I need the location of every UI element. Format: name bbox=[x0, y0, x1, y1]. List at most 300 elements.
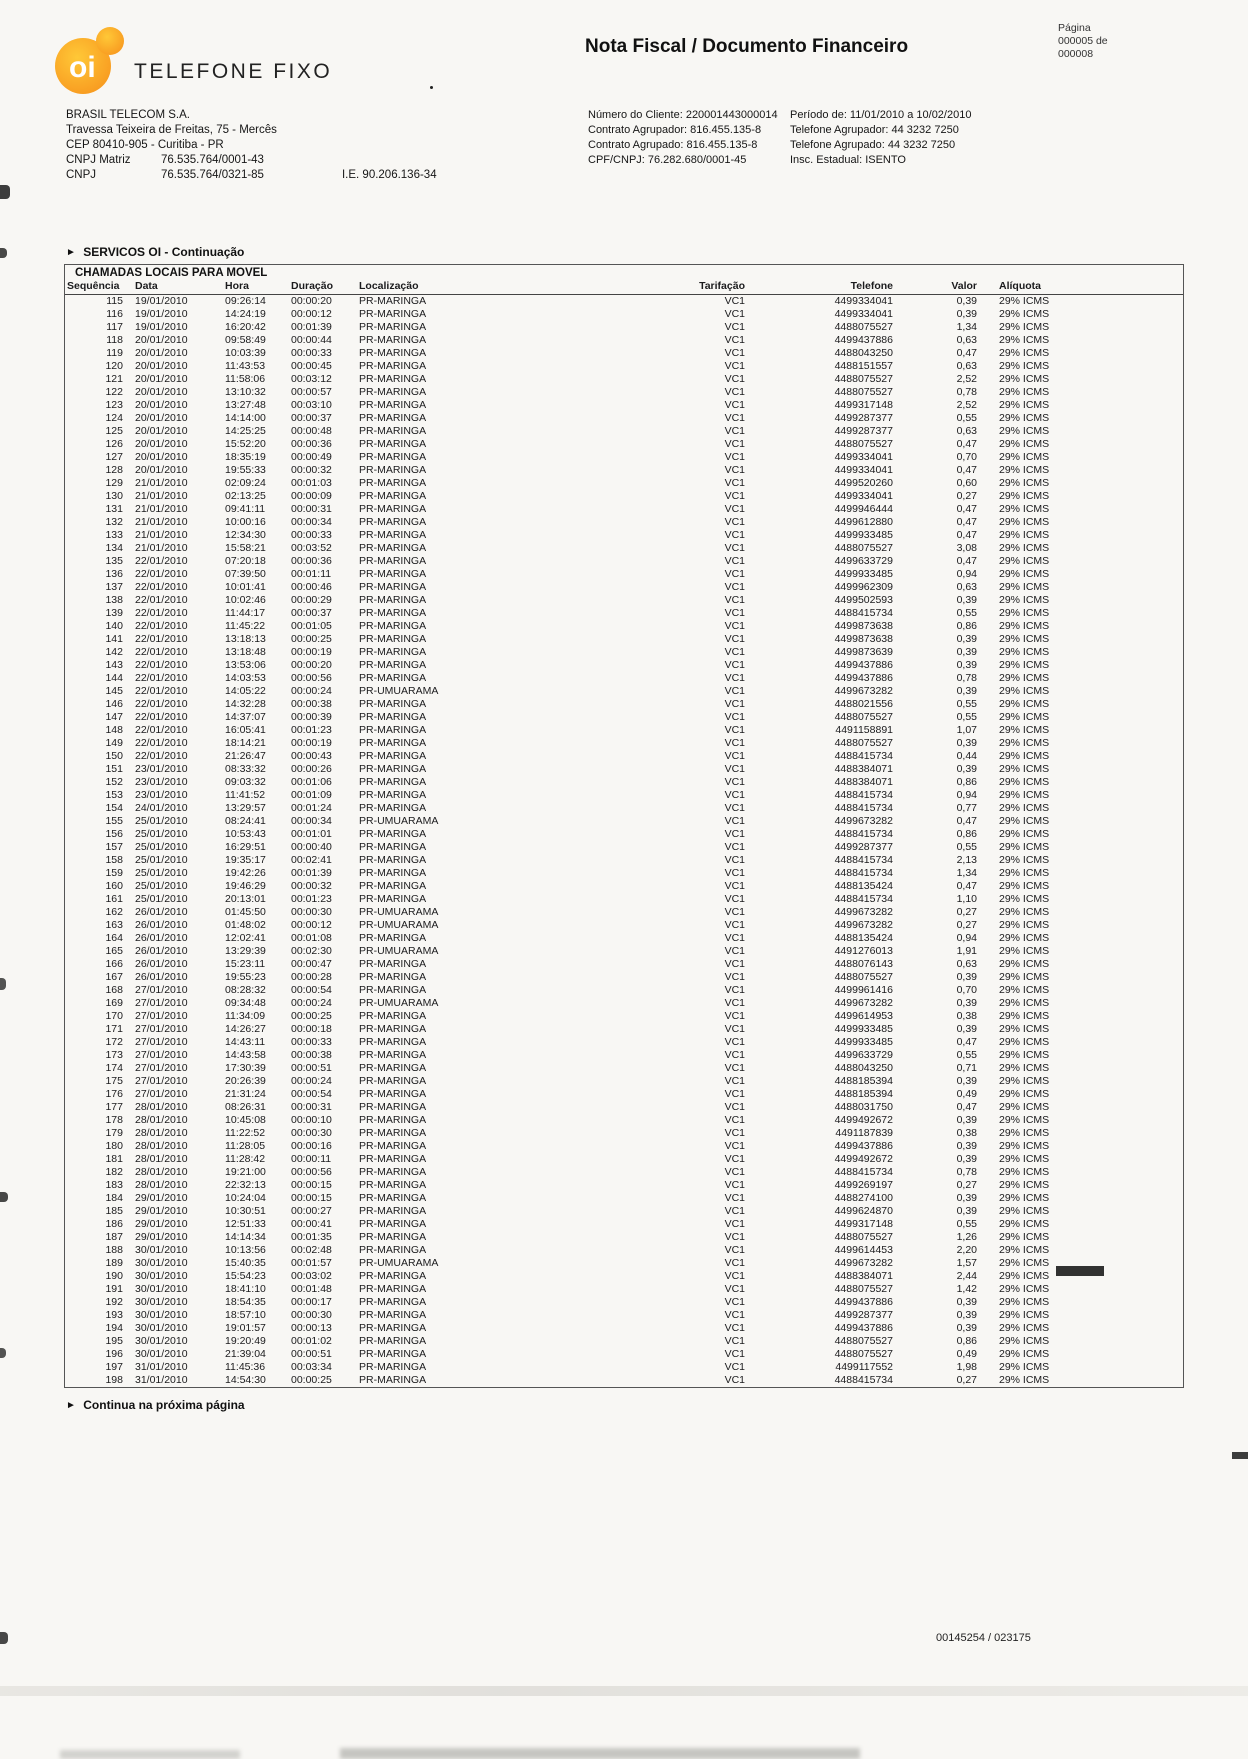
cell-3: 00:00:33 bbox=[291, 347, 332, 359]
cell-0: 123 bbox=[105, 399, 123, 411]
cell-0: 196 bbox=[105, 1348, 123, 1360]
cell-3: 00:02:48 bbox=[291, 1244, 332, 1256]
cell-1: 21/01/2010 bbox=[135, 516, 188, 528]
scan-artifact bbox=[0, 248, 7, 258]
cell-2: 21:26:47 bbox=[225, 750, 266, 762]
cell-2: 14:03:53 bbox=[225, 672, 266, 684]
cell-7: 0,47 bbox=[956, 464, 977, 476]
page-total: 000008 bbox=[1058, 48, 1094, 60]
cell-6: 4499492672 bbox=[834, 1153, 893, 1165]
cell-5: VC1 bbox=[724, 1101, 745, 1113]
cell-2: 14:24:19 bbox=[225, 308, 266, 320]
cell-4: PR-MARINGA bbox=[359, 1140, 427, 1152]
cell-1: 22/01/2010 bbox=[135, 698, 188, 710]
cnpj-label: CNPJ bbox=[66, 169, 97, 181]
cell-2: 14:05:22 bbox=[225, 685, 266, 697]
cell-1: 20/01/2010 bbox=[135, 334, 188, 346]
cell-5: VC1 bbox=[724, 633, 745, 645]
cell-3: 00:00:31 bbox=[291, 1101, 332, 1113]
cell-6: 4499287377 bbox=[834, 412, 893, 424]
cell-2: 10:53:43 bbox=[225, 828, 266, 840]
table-row bbox=[65, 1244, 1183, 1257]
cell-0: 155 bbox=[105, 815, 123, 827]
cell-8: 29% ICMS bbox=[999, 971, 1050, 983]
cell-0: 161 bbox=[105, 893, 123, 905]
page-number: 000005 de bbox=[1058, 35, 1108, 47]
cell-3: 00:00:25 bbox=[291, 633, 332, 645]
cell-7: 0,47 bbox=[956, 529, 977, 541]
table-title: CHAMADAS LOCAIS PARA MOVEL bbox=[75, 267, 268, 279]
cell-2: 13:53:06 bbox=[225, 659, 266, 671]
cell-3: 00:00:16 bbox=[291, 1140, 332, 1152]
cell-3: 00:00:25 bbox=[291, 1374, 332, 1386]
cell-7: 0,94 bbox=[956, 789, 977, 801]
calls-table-grid bbox=[65, 280, 1183, 1387]
cell-5: VC1 bbox=[724, 464, 745, 476]
cell-2: 02:13:25 bbox=[225, 490, 266, 502]
cell-7: 0,38 bbox=[956, 1127, 977, 1139]
table-row bbox=[65, 1257, 1183, 1270]
cell-3: 00:00:24 bbox=[291, 685, 332, 697]
cell-4: PR-MARINGA bbox=[359, 1283, 427, 1295]
cell-0: 122 bbox=[105, 386, 123, 398]
cell-1: 20/01/2010 bbox=[135, 425, 188, 437]
cell-3: 00:01:35 bbox=[291, 1231, 332, 1243]
cell-7: 0,55 bbox=[956, 1049, 977, 1061]
cell-3: 00:00:29 bbox=[291, 594, 332, 606]
cell-3: 00:00:31 bbox=[291, 503, 332, 515]
cell-2: 07:39:50 bbox=[225, 568, 266, 580]
cell-5: VC1 bbox=[724, 932, 745, 944]
cell-6: 4499287377 bbox=[834, 1309, 893, 1321]
cell-6: 4488075527 bbox=[834, 321, 893, 333]
cell-0: 190 bbox=[105, 1270, 123, 1282]
cell-0: 194 bbox=[105, 1322, 123, 1334]
cell-6: 4499673282 bbox=[834, 906, 893, 918]
cell-4: PR-MARINGA bbox=[359, 1062, 427, 1074]
cell-0: 176 bbox=[105, 1088, 123, 1100]
cell-2: 09:26:14 bbox=[225, 295, 266, 307]
table-row bbox=[65, 750, 1183, 763]
cell-1: 30/01/2010 bbox=[135, 1296, 188, 1308]
page-indicator bbox=[1058, 22, 1108, 61]
cell-3: 00:00:30 bbox=[291, 1127, 332, 1139]
cell-4: PR-MARINGA bbox=[359, 958, 427, 970]
cell-4: PR-MARINGA bbox=[359, 542, 427, 554]
cell-8: 29% ICMS bbox=[999, 516, 1050, 528]
cell-1: 22/01/2010 bbox=[135, 737, 188, 749]
cell-5: VC1 bbox=[724, 503, 745, 515]
cell-2: 19:46:29 bbox=[225, 880, 266, 892]
cell-2: 14:54:30 bbox=[225, 1374, 266, 1386]
cell-5: VC1 bbox=[724, 815, 745, 827]
cell-2: 13:29:57 bbox=[225, 802, 266, 814]
col-aliquota: Alíquota bbox=[981, 280, 1183, 295]
cnpj-matriz-value: 76.535.764/0001-43 bbox=[161, 154, 264, 166]
cell-8: 29% ICMS bbox=[999, 477, 1050, 489]
cell-6: 4488415734 bbox=[834, 828, 893, 840]
cell-8: 29% ICMS bbox=[999, 1309, 1050, 1321]
cell-3: 00:00:15 bbox=[291, 1192, 332, 1204]
cell-4: PR-MARINGA bbox=[359, 1179, 427, 1191]
cell-8: 29% ICMS bbox=[999, 919, 1050, 931]
table-row bbox=[65, 854, 1183, 867]
cell-7: 0,39 bbox=[956, 1322, 977, 1334]
cell-4: PR-UMUARAMA bbox=[359, 906, 439, 918]
table-row bbox=[65, 1075, 1183, 1088]
cell-2: 11:43:53 bbox=[225, 360, 266, 372]
cell-0: 147 bbox=[105, 711, 123, 723]
cell-1: 30/01/2010 bbox=[135, 1283, 188, 1295]
cell-7: 0,47 bbox=[956, 1036, 977, 1048]
cell-8: 29% ICMS bbox=[999, 1296, 1050, 1308]
cell-8: 29% ICMS bbox=[999, 1257, 1050, 1269]
cell-5: VC1 bbox=[724, 1127, 745, 1139]
cell-4: PR-MARINGA bbox=[359, 750, 427, 762]
cell-5: VC1 bbox=[724, 828, 745, 840]
cell-1: 28/01/2010 bbox=[135, 1101, 188, 1113]
cell-8: 29% ICMS bbox=[999, 1023, 1050, 1035]
cell-6: 4499933485 bbox=[834, 529, 893, 541]
col-hora: Hora bbox=[223, 280, 289, 295]
cell-0: 187 bbox=[105, 1231, 123, 1243]
billing-period: Período de: 11/01/2010 a 10/02/2010 bbox=[790, 109, 972, 121]
cell-0: 158 bbox=[105, 854, 123, 866]
cell-7: 0,77 bbox=[956, 802, 977, 814]
client-block bbox=[588, 108, 971, 168]
cell-0: 144 bbox=[105, 672, 123, 684]
cell-7: 0,47 bbox=[956, 815, 977, 827]
cell-7: 0,63 bbox=[956, 958, 977, 970]
col-tarifacao: Tarifação bbox=[619, 280, 747, 295]
cell-5: VC1 bbox=[724, 607, 745, 619]
cell-4: PR-MARINGA bbox=[359, 451, 427, 463]
cell-1: 27/01/2010 bbox=[135, 1088, 188, 1100]
table-row bbox=[65, 1205, 1183, 1218]
cell-4: PR-MARINGA bbox=[359, 1127, 427, 1139]
cell-7: 0,39 bbox=[956, 1023, 977, 1035]
table-row bbox=[65, 1348, 1183, 1361]
cell-1: 30/01/2010 bbox=[135, 1335, 188, 1347]
cell-0: 133 bbox=[105, 529, 123, 541]
cell-2: 07:20:18 bbox=[225, 555, 266, 567]
cell-1: 24/01/2010 bbox=[135, 802, 188, 814]
cell-0: 125 bbox=[105, 425, 123, 437]
cell-0: 150 bbox=[105, 750, 123, 762]
cell-1: 29/01/2010 bbox=[135, 1218, 188, 1230]
cell-3: 00:00:10 bbox=[291, 1114, 332, 1126]
cell-6: 4488415734 bbox=[834, 867, 893, 879]
cell-1: 25/01/2010 bbox=[135, 867, 188, 879]
cell-6: 4499437886 bbox=[834, 672, 893, 684]
cell-4: PR-MARINGA bbox=[359, 321, 427, 333]
table-row bbox=[65, 295, 1183, 309]
cell-4: PR-MARINGA bbox=[359, 867, 427, 879]
cell-4: PR-UMUARAMA bbox=[359, 815, 439, 827]
cell-8: 29% ICMS bbox=[999, 815, 1050, 827]
cell-3: 00:00:36 bbox=[291, 555, 332, 567]
cell-3: 00:00:19 bbox=[291, 737, 332, 749]
cell-5: VC1 bbox=[724, 334, 745, 346]
cell-4: PR-MARINGA bbox=[359, 698, 427, 710]
cell-1: 23/01/2010 bbox=[135, 763, 188, 775]
cell-5: VC1 bbox=[724, 1244, 745, 1256]
cell-8: 29% ICMS bbox=[999, 438, 1050, 450]
cell-4: PR-MARINGA bbox=[359, 295, 427, 307]
cell-5: VC1 bbox=[724, 711, 745, 723]
table-row bbox=[65, 893, 1183, 906]
cell-7: 0,38 bbox=[956, 1010, 977, 1022]
cell-0: 180 bbox=[105, 1140, 123, 1152]
cell-4: PR-MARINGA bbox=[359, 477, 427, 489]
cell-7: 0,78 bbox=[956, 386, 977, 398]
cell-6: 4488415734 bbox=[834, 893, 893, 905]
brand-subtitle: TELEFONE FIXO bbox=[134, 60, 333, 83]
cell-0: 138 bbox=[105, 594, 123, 606]
cell-3: 00:00:24 bbox=[291, 1075, 332, 1087]
cell-4: PR-MARINGA bbox=[359, 581, 427, 593]
cell-3: 00:00:20 bbox=[291, 659, 332, 671]
cell-0: 166 bbox=[105, 958, 123, 970]
cell-0: 170 bbox=[105, 1010, 123, 1022]
cell-6: 4499633729 bbox=[834, 555, 893, 567]
cell-0: 195 bbox=[105, 1335, 123, 1347]
cell-1: 20/01/2010 bbox=[135, 386, 188, 398]
cell-6: 4499334041 bbox=[834, 295, 893, 307]
cell-4: PR-MARINGA bbox=[359, 1270, 427, 1282]
cell-4: PR-MARINGA bbox=[359, 724, 427, 736]
cell-5: VC1 bbox=[724, 386, 745, 398]
cell-6: 4499961416 bbox=[834, 984, 893, 996]
cell-3: 00:00:24 bbox=[291, 997, 332, 1009]
cell-4: PR-MARINGA bbox=[359, 789, 427, 801]
cell-5: VC1 bbox=[724, 594, 745, 606]
cell-8: 29% ICMS bbox=[999, 932, 1050, 944]
cell-5: VC1 bbox=[724, 867, 745, 879]
cell-8: 29% ICMS bbox=[999, 1361, 1050, 1373]
cell-7: 0,39 bbox=[956, 685, 977, 697]
table-row bbox=[65, 737, 1183, 750]
cell-1: 23/01/2010 bbox=[135, 776, 188, 788]
cell-3: 00:00:25 bbox=[291, 1010, 332, 1022]
cell-1: 20/01/2010 bbox=[135, 373, 188, 385]
section-title: SERVICOS OI - Continuação bbox=[83, 245, 245, 259]
cell-2: 19:01:57 bbox=[225, 1322, 266, 1334]
cell-0: 116 bbox=[106, 308, 123, 320]
cell-8: 29% ICMS bbox=[999, 503, 1050, 515]
cell-1: 22/01/2010 bbox=[135, 646, 188, 658]
cell-2: 11:44:17 bbox=[225, 607, 266, 619]
cell-7: 0,39 bbox=[956, 1309, 977, 1321]
table-row bbox=[65, 945, 1183, 958]
cell-1: 20/01/2010 bbox=[135, 451, 188, 463]
cell-6: 4499334041 bbox=[834, 308, 893, 320]
cell-3: 00:03:34 bbox=[291, 1361, 332, 1373]
cell-5: VC1 bbox=[724, 373, 745, 385]
cell-3: 00:00:20 bbox=[291, 295, 332, 307]
cell-6: 4499502593 bbox=[834, 594, 893, 606]
cell-0: 182 bbox=[105, 1166, 123, 1178]
cell-0: 165 bbox=[105, 945, 123, 957]
cell-1: 20/01/2010 bbox=[135, 464, 188, 476]
cell-0: 163 bbox=[105, 919, 123, 931]
table-row bbox=[65, 360, 1183, 373]
cell-0: 119 bbox=[106, 347, 123, 359]
cell-3: 00:00:54 bbox=[291, 1088, 332, 1100]
cell-2: 16:20:42 bbox=[225, 321, 266, 333]
cell-4: PR-MARINGA bbox=[359, 1322, 427, 1334]
table-row bbox=[65, 659, 1183, 672]
cell-3: 00:00:13 bbox=[291, 1322, 332, 1334]
cell-3: 00:00:56 bbox=[291, 1166, 332, 1178]
cell-6: 4488274100 bbox=[834, 1192, 893, 1204]
cell-6: 4499334041 bbox=[834, 451, 893, 463]
cell-4: PR-MARINGA bbox=[359, 1010, 427, 1022]
cell-4: PR-MARINGA bbox=[359, 932, 427, 944]
cell-4: PR-MARINGA bbox=[359, 828, 427, 840]
cell-6: 4499492672 bbox=[834, 1114, 893, 1126]
cell-4: PR-MARINGA bbox=[359, 1335, 427, 1347]
cell-1: 25/01/2010 bbox=[135, 854, 188, 866]
cell-3: 00:01:57 bbox=[291, 1257, 332, 1269]
cell-0: 145 bbox=[105, 685, 123, 697]
table-row bbox=[65, 1140, 1183, 1153]
col-duracao: Duração bbox=[289, 280, 357, 295]
cell-7: 0,63 bbox=[956, 334, 977, 346]
cell-2: 18:41:10 bbox=[225, 1283, 266, 1295]
cell-8: 29% ICMS bbox=[999, 1179, 1050, 1191]
cell-8: 29% ICMS bbox=[999, 490, 1050, 502]
cell-4: PR-UMUARAMA bbox=[359, 945, 439, 957]
cell-1: 26/01/2010 bbox=[135, 906, 188, 918]
cell-7: 0,39 bbox=[956, 1153, 977, 1165]
cell-1: 20/01/2010 bbox=[135, 360, 188, 372]
cell-8: 29% ICMS bbox=[999, 1127, 1050, 1139]
cell-1: 28/01/2010 bbox=[135, 1166, 188, 1178]
cell-6: 4499933485 bbox=[834, 568, 893, 580]
cell-5: VC1 bbox=[724, 1062, 745, 1074]
cell-2: 02:09:24 bbox=[225, 477, 266, 489]
cell-5: VC1 bbox=[724, 1010, 745, 1022]
cell-8: 29% ICMS bbox=[999, 555, 1050, 567]
cell-0: 135 bbox=[105, 555, 123, 567]
table-row bbox=[65, 919, 1183, 932]
calls-table-body bbox=[65, 295, 1183, 1388]
cell-6: 4491187839 bbox=[835, 1127, 893, 1139]
cell-8: 29% ICMS bbox=[999, 568, 1050, 580]
cell-4: PR-MARINGA bbox=[359, 1192, 427, 1204]
cell-5: VC1 bbox=[724, 1166, 745, 1178]
table-row bbox=[65, 1296, 1183, 1309]
cell-4: PR-MARINGA bbox=[359, 412, 427, 424]
table-row bbox=[65, 451, 1183, 464]
cell-6: 4488151557 bbox=[834, 360, 893, 372]
cell-7: 0,63 bbox=[956, 425, 977, 437]
table-row bbox=[65, 1114, 1183, 1127]
table-row bbox=[65, 828, 1183, 841]
cell-2: 18:57:10 bbox=[225, 1309, 266, 1321]
cell-0: 124 bbox=[105, 412, 123, 424]
cell-4: PR-MARINGA bbox=[359, 763, 427, 775]
cell-3: 00:01:39 bbox=[291, 321, 332, 333]
svg-text:oi: oi bbox=[69, 51, 96, 84]
cell-3: 00:03:02 bbox=[291, 1270, 332, 1282]
cell-2: 11:45:22 bbox=[225, 620, 266, 632]
cell-2: 11:34:09 bbox=[225, 1010, 266, 1022]
oi-logo-graphic bbox=[50, 26, 130, 96]
cell-6: 4488076143 bbox=[834, 958, 893, 970]
cell-1: 27/01/2010 bbox=[135, 1062, 188, 1074]
cell-5: VC1 bbox=[724, 1361, 745, 1373]
cell-3: 00:00:32 bbox=[291, 880, 332, 892]
document-number: 00145254 / 023175 bbox=[936, 1632, 1031, 1644]
arrow-right-icon: ► bbox=[66, 247, 76, 258]
cell-2: 20:13:01 bbox=[225, 893, 266, 905]
cell-7: 3,08 bbox=[956, 542, 977, 554]
cell-7: 0,27 bbox=[956, 1179, 977, 1191]
cell-5: VC1 bbox=[724, 945, 745, 957]
cell-0: 171 bbox=[105, 1023, 123, 1035]
cell-5: VC1 bbox=[724, 1023, 745, 1035]
cell-6: 4488415734 bbox=[834, 607, 893, 619]
cell-2: 13:18:48 bbox=[225, 646, 266, 658]
cell-7: 0,49 bbox=[956, 1088, 977, 1100]
cell-1: 28/01/2010 bbox=[135, 1114, 188, 1126]
cell-7: 0,47 bbox=[956, 438, 977, 450]
cell-1: 25/01/2010 bbox=[135, 880, 188, 892]
cell-3: 00:00:11 bbox=[291, 1153, 332, 1165]
cell-5: VC1 bbox=[724, 919, 745, 931]
scan-artifact bbox=[60, 1750, 240, 1759]
cell-4: PR-MARINGA bbox=[359, 1309, 427, 1321]
cell-6: 4488075527 bbox=[834, 1348, 893, 1360]
cell-0: 173 bbox=[105, 1049, 123, 1061]
cell-4: PR-MARINGA bbox=[359, 607, 427, 619]
cell-1: 19/01/2010 bbox=[135, 295, 188, 307]
cell-5: VC1 bbox=[724, 685, 745, 697]
cell-8: 29% ICMS bbox=[999, 737, 1050, 749]
cell-5: VC1 bbox=[724, 1088, 745, 1100]
cell-4: PR-MARINGA bbox=[359, 633, 427, 645]
cell-8: 29% ICMS bbox=[999, 854, 1050, 866]
cell-7: 0,39 bbox=[956, 1140, 977, 1152]
cell-4: PR-MARINGA bbox=[359, 620, 427, 632]
table-row bbox=[65, 321, 1183, 334]
cell-5: VC1 bbox=[724, 360, 745, 372]
cell-6: 4499614953 bbox=[834, 1010, 893, 1022]
cell-4: PR-MARINGA bbox=[359, 1101, 427, 1113]
cell-5: VC1 bbox=[724, 425, 745, 437]
cell-6: 4488415734 bbox=[834, 1166, 893, 1178]
cell-5: VC1 bbox=[724, 698, 745, 710]
table-row bbox=[65, 347, 1183, 360]
cell-4: PR-MARINGA bbox=[359, 854, 427, 866]
cell-7: 1,34 bbox=[956, 867, 977, 879]
cell-5: VC1 bbox=[724, 984, 745, 996]
continuation-note bbox=[66, 1398, 245, 1412]
cell-2: 15:58:21 bbox=[225, 542, 266, 554]
cell-6: 4499287377 bbox=[834, 425, 893, 437]
cell-0: 189 bbox=[105, 1257, 123, 1269]
cell-1: 26/01/2010 bbox=[135, 919, 188, 931]
table-row bbox=[65, 815, 1183, 828]
cell-0: 120 bbox=[105, 360, 123, 372]
col-sequencia: Sequência bbox=[65, 280, 127, 295]
table-row bbox=[65, 1322, 1183, 1335]
cell-1: 26/01/2010 bbox=[135, 958, 188, 970]
cell-3: 00:00:09 bbox=[291, 490, 332, 502]
cell-6: 4488185394 bbox=[834, 1088, 893, 1100]
